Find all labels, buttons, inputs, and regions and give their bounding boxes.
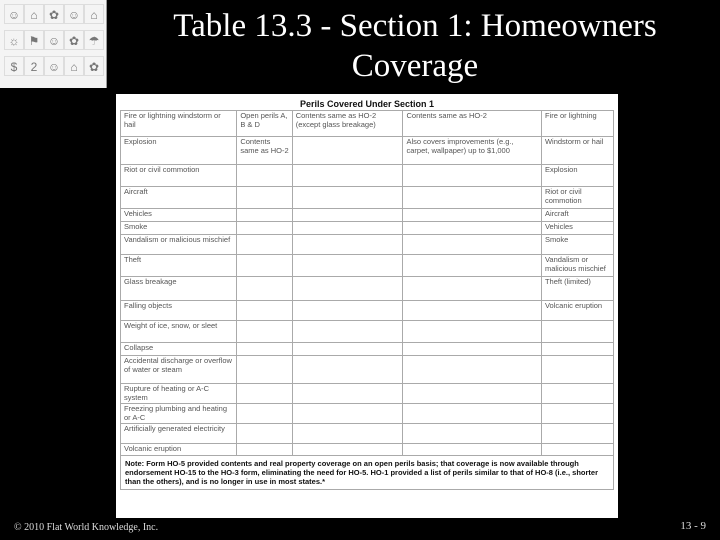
table-row xyxy=(121,137,614,165)
logo-icon: ⌂ xyxy=(84,4,104,24)
table-cell: Riot or civil commotion xyxy=(121,165,237,187)
table-cell xyxy=(292,277,403,301)
table-cell xyxy=(403,301,541,321)
table-row xyxy=(121,356,614,384)
table-cell: Glass breakage xyxy=(121,277,237,301)
table-cell: Smoke xyxy=(121,222,237,235)
table-cell xyxy=(403,424,541,444)
table-cell xyxy=(237,321,292,343)
table-cell xyxy=(403,209,541,222)
logo-icon: ⌂ xyxy=(64,56,84,76)
table-cell xyxy=(237,384,292,404)
table-cell xyxy=(403,255,541,277)
table-cell xyxy=(237,165,292,187)
table-cell: Artificially generated electricity xyxy=(121,424,237,444)
table-cell: Riot or civil commotion xyxy=(541,187,613,209)
table-cell: Contents same as HO-2 (except glass breakage) xyxy=(292,111,403,137)
table-cell: Fire or lightning windstorm or hail xyxy=(121,111,237,137)
table-cell xyxy=(237,404,292,424)
table-cell xyxy=(237,235,292,255)
table-cell: Aircraft xyxy=(541,209,613,222)
table-cell xyxy=(237,222,292,235)
table-cell xyxy=(292,384,403,404)
table-cell xyxy=(403,321,541,343)
table-image xyxy=(116,94,618,518)
logo-icon: ☺ xyxy=(4,4,24,24)
table-cell xyxy=(292,235,403,255)
slide-title: Table 13.3 - Section 1: Homeowners Coverage xyxy=(173,8,657,84)
table-cell xyxy=(292,343,403,356)
table-cell xyxy=(541,356,613,384)
perils-table xyxy=(120,110,614,456)
logo-icon: ✿ xyxy=(64,30,84,50)
table-cell: Also covers improvements (e.g., carpet, wallpaper) up to $1,000 xyxy=(403,137,541,165)
table-cell xyxy=(403,277,541,301)
logo-icon: 2 xyxy=(24,56,44,76)
logo-icon: ✿ xyxy=(84,56,104,76)
logo-icon: ☺ xyxy=(44,56,64,76)
table-cell xyxy=(237,255,292,277)
table-row xyxy=(121,384,614,404)
table-cell: Vandalism or malicious mischief xyxy=(121,235,237,255)
logo-icon: ☼ xyxy=(4,30,24,50)
table-cell xyxy=(292,321,403,343)
logo-icon: $ xyxy=(4,56,24,76)
table-cell: Contents same as HO-2 xyxy=(237,137,292,165)
table-cell xyxy=(403,343,541,356)
table-cell xyxy=(541,424,613,444)
table-cell xyxy=(403,444,541,456)
table-cell xyxy=(541,404,613,424)
table-cell xyxy=(292,165,403,187)
table-cell xyxy=(403,187,541,209)
table-cell: Theft xyxy=(121,255,237,277)
table-cell: Fire or lightning xyxy=(541,111,613,137)
table-title: Perils Covered Under Section 1 xyxy=(299,99,435,109)
table-cell xyxy=(292,404,403,424)
table-cell xyxy=(237,187,292,209)
table-row xyxy=(121,111,614,137)
table-cell: Freezing plumbing and heating or A-C xyxy=(121,404,237,424)
table-cell xyxy=(292,444,403,456)
table-note: Note: Form HO-5 provided contents and real property coverage on an open perils basis; that coverage is now available through endorsement HO-15 to the HO-3 form, eliminating the need for HO-5. HO-1 provided a list of perils similar to that of HO-8 (i.e., shorter than the others), and is no longer in use in most states.* xyxy=(120,456,614,490)
table-cell xyxy=(403,384,541,404)
table-cell xyxy=(403,404,541,424)
table-cell: Windstorm or hail xyxy=(541,137,613,165)
table-cell xyxy=(292,301,403,321)
table-cell xyxy=(292,209,403,222)
table-cell xyxy=(237,277,292,301)
table-row xyxy=(121,277,614,301)
table-row xyxy=(121,209,614,222)
table-cell: Explosion xyxy=(541,165,613,187)
table-cell xyxy=(292,137,403,165)
table-cell: Explosion xyxy=(121,137,237,165)
table-cell: Vehicles xyxy=(541,222,613,235)
table-cell: Rupture of heating or A-C system xyxy=(121,384,237,404)
table-row xyxy=(121,187,614,209)
table-cell: Smoke xyxy=(541,235,613,255)
page-number: 13 - 9 xyxy=(680,520,706,532)
table-cell xyxy=(292,356,403,384)
table-row xyxy=(121,235,614,255)
table-cell xyxy=(403,222,541,235)
table-row xyxy=(121,222,614,235)
table-cell: Aircraft xyxy=(121,187,237,209)
table-cell xyxy=(541,444,613,456)
logo-icon: ☺ xyxy=(44,30,64,50)
table-row xyxy=(121,343,614,356)
table-cell xyxy=(403,356,541,384)
logo-icon: ⚑ xyxy=(24,30,44,50)
table-cell: Vehicles xyxy=(121,209,237,222)
table-cell: Collapse xyxy=(121,343,237,356)
table-cell: Accidental discharge or overflow of water or steam xyxy=(121,356,237,384)
logo-icon: ☂ xyxy=(84,30,104,50)
table-row xyxy=(121,301,614,321)
table-cell: Theft (limited) xyxy=(541,277,613,301)
table-cell xyxy=(292,222,403,235)
table-cell xyxy=(237,209,292,222)
table-cell xyxy=(237,301,292,321)
table-cell xyxy=(237,444,292,456)
table-cell xyxy=(403,165,541,187)
table-cell xyxy=(292,424,403,444)
table-cell: Contents same as HO-2 xyxy=(403,111,541,137)
table-cell xyxy=(237,424,292,444)
logo-icon: ☺ xyxy=(64,4,84,24)
table-cell: Volcanic eruption xyxy=(121,444,237,456)
table-cell xyxy=(541,384,613,404)
table-row xyxy=(121,165,614,187)
table-cell xyxy=(237,343,292,356)
table-row xyxy=(121,321,614,343)
copyright-footer: © 2010 Flat World Knowledge, Inc. xyxy=(14,522,159,533)
table-cell xyxy=(403,235,541,255)
table-row xyxy=(121,404,614,424)
table-row xyxy=(121,444,614,456)
table-cell: Vandalism or malicious mischief xyxy=(541,255,613,277)
table-cell xyxy=(292,187,403,209)
table-row xyxy=(121,424,614,444)
table-cell xyxy=(237,356,292,384)
table-cell xyxy=(541,343,613,356)
table-cell: Falling objects xyxy=(121,301,237,321)
table-cell xyxy=(541,321,613,343)
table-cell: Weight of ice, snow, or sleet xyxy=(121,321,237,343)
table-cell: Open perils A, B & D xyxy=(237,111,292,137)
table-cell xyxy=(292,255,403,277)
logo-icon: ⌂ xyxy=(24,4,44,24)
table-row xyxy=(121,255,614,277)
publisher-logo xyxy=(0,0,107,88)
logo-icon: ✿ xyxy=(44,4,64,24)
table-cell: Volcanic eruption xyxy=(541,301,613,321)
